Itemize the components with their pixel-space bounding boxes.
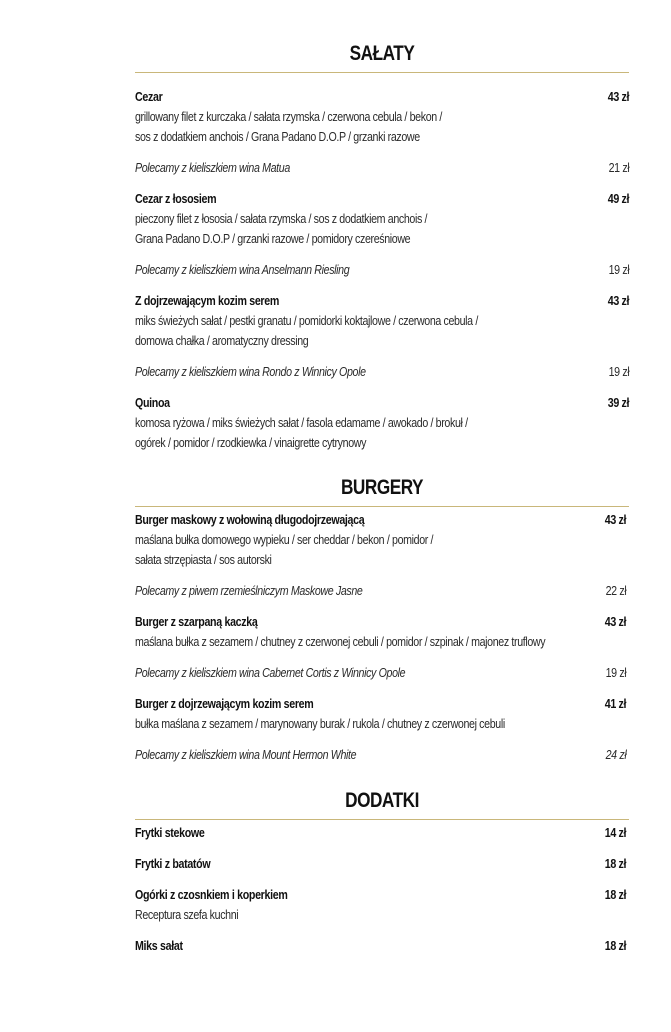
menu-item [135,510,629,570]
menu-item [135,694,629,734]
item-description: domowa chałka / aromatyczny dressing [135,333,309,348]
item-name: Burger z dojrzewającym kozim serem [135,696,314,711]
pairing-price: 21 zł [608,160,629,175]
item-name: Frytki stekowe [135,825,205,840]
section-title: BURGERY [340,476,424,499]
menu-item [135,87,629,147]
item-name: Cezar [135,89,163,104]
menu-item [135,885,626,925]
pairing-text: Polecamy z kieliszkiem wina Rondo z Winnicy Opole [135,364,366,379]
item-price: 49 zł [607,191,629,206]
item-name: Ogórki z czosnkiem i koperkiem [135,887,288,902]
section-dodatki [135,787,629,1017]
item-description: maślana bułka z sezamem / chutney z czerwonej cebuli / pomidor / szpinak / majonez truflowy [135,634,546,649]
item-description: Grana Padano D.O.P / grzanki razowe / pomidory czereśniowe [135,231,411,246]
pairing-text: Polecamy z kieliszkiem wina Anselmann Riesling [135,262,350,277]
item-price: 41 zł [604,696,626,711]
item-price: 43 zł [607,89,629,104]
menu-item [135,823,626,843]
section-divider [135,506,629,507]
item-description: komosa ryżowa / miks świeżych sałat / fasola edamame / awokado / brokuł / [135,415,468,430]
item-name: Cezar z łososiem [135,191,217,206]
pairing-text: Polecamy z kieliszkiem wina Mount Hermon White [135,747,357,762]
item-price: 18 zł [604,938,626,953]
section-divider [135,819,629,820]
section-title: SAŁATY [349,42,415,65]
item-name: Quinoa [135,395,170,410]
pairing-price: 19 zł [605,665,626,680]
item-description: ogórek / pomidor / rzodkiewka / vinaigrette cytrynowy [135,435,367,450]
pairing-recommendation [135,362,629,382]
section-title: DODATKI [345,789,419,812]
item-price: 39 zł [607,395,629,410]
menu-item [135,854,626,874]
menu-page [135,40,629,953]
pairing-price: 19 zł [608,262,629,277]
item-name: Miks sałat [135,938,183,953]
pairing-price: 22 zł [605,583,626,598]
pairing-recommendation [135,581,626,601]
pairing-text: Polecamy z kieliszkiem wina Matua [135,160,290,175]
pairing-recommendation [135,260,629,280]
menu-item [135,393,629,453]
pairing-text: Polecamy z kieliszkiem wina Cabernet Cortis z Winnicy Opole [135,665,406,680]
pairing-recommendation [135,663,626,683]
section-salaty [135,40,629,454]
item-name: Burger maskowy z wołowiną długodojrzewającą [135,512,365,527]
menu-item [135,936,626,956]
item-price: 43 zł [604,614,626,629]
item-price: 14 zł [604,825,626,840]
item-description: pieczony filet z łososia / sałata rzymska / sos z dodatkiem anchois / [135,211,428,226]
menu-item [135,612,629,652]
item-name: Frytki z batatów [135,856,211,871]
item-description: sos z dodatkiem anchois / Grana Padano D.O.P / grzanki razowe [135,129,420,144]
item-description: maślana bułka domowego wypieku / ser cheddar / bekon / pomidor / [135,532,434,547]
item-price: 43 zł [607,293,629,308]
item-price: 18 zł [604,856,626,871]
pairing-recommendation [135,158,629,178]
item-price: 43 zł [604,512,626,527]
item-name: Z dojrzewającym kozim serem [135,293,280,308]
item-description: grillowany filet z kurczaka / sałata rzymska / czerwona cebula / bekon / [135,109,443,124]
item-price: 18 zł [604,887,626,902]
item-description: Receptura szefa kuchni [135,907,239,922]
pairing-text: Polecamy z piwem rzemieślniczym Maskowe Jasne [135,583,363,598]
item-description: bułka maślana z sezamem / marynowany burak / rukola / chutney z czerwonej cebuli [135,716,505,731]
pairing-price: 19 zł [608,364,629,379]
pairing-price: 24 zł [605,747,626,762]
section-divider [135,72,629,73]
item-description: sałata strzępiasta / sos autorski [135,552,272,567]
menu-item [135,291,629,351]
section-burgery [135,474,629,794]
item-description: miks świeżych sałat / pestki granatu / pomidorki koktajlowe / czerwona cebula / [135,313,478,328]
item-name: Burger z szarpaną kaczką [135,614,258,629]
pairing-recommendation [135,745,626,765]
menu-item [135,189,629,249]
